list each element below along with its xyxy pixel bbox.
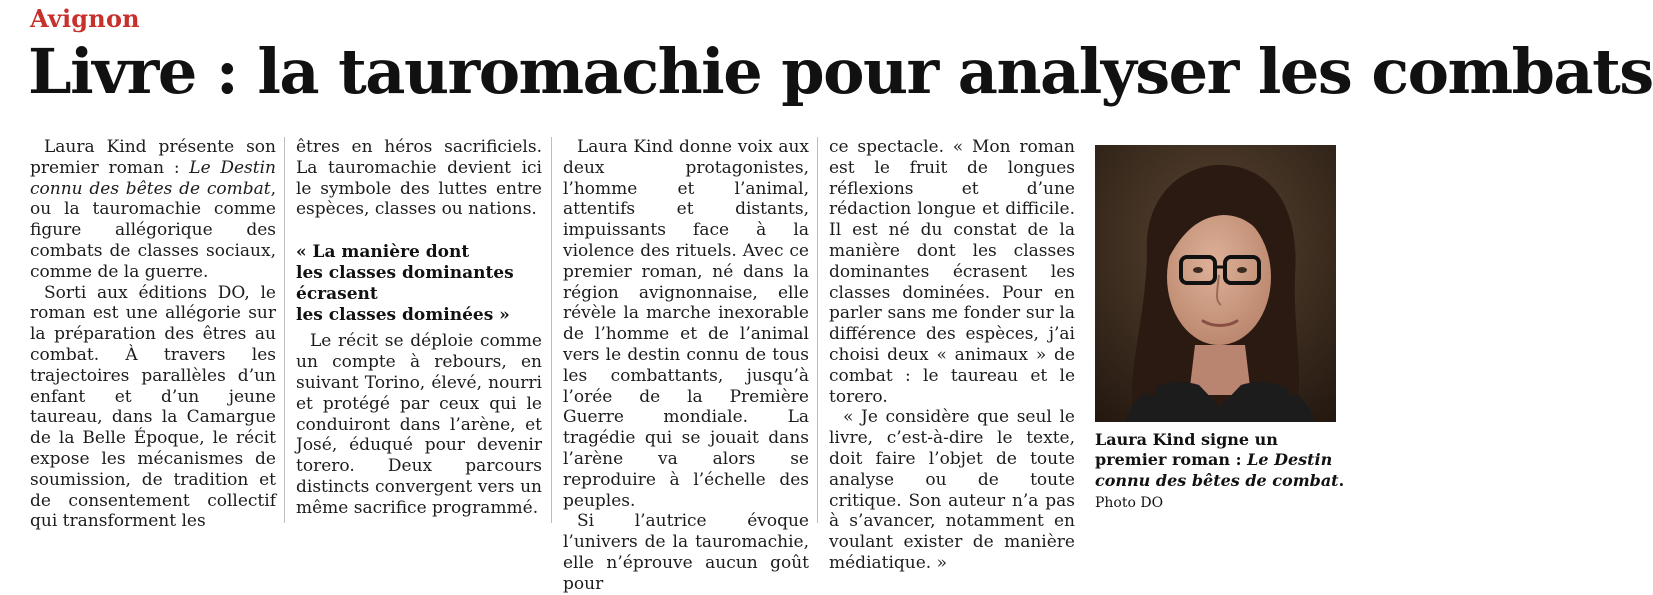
caption-book-title: Le Destin connu des bêtes de combat <box>1095 450 1339 490</box>
col4-paragraph-2: « Je considère que seul le livre, c’est-à-dire le texte, doit faire l’objet de toute analyse ou de toute critique. Son auteur n’a pas à s’avancer, notamment en voulant exister de manière médiatique. » <box>829 407 1075 573</box>
col1-paragraph-1 <box>30 137 276 283</box>
pull-quote-line: les classes dominantes <box>296 262 514 283</box>
caption-lead: Laura Kind signe un premier roman : <box>1095 430 1278 470</box>
col2-paragraph-2: Le récit se déploie comme un compte à rebours, en suivant Torino, élevé, nourri et protégé par ceux qui le conduiront dans l’arène, et José, éduqué pour devenir torero. Deux parcours distincts convergent vers un même sacrifice programmé. <box>296 331 542 518</box>
column-divider <box>284 137 285 523</box>
book-title-inline: Le Destin connu des bêtes de combat <box>30 157 276 199</box>
section-kicker: Avignon <box>30 4 140 33</box>
author-portrait-icon <box>1095 145 1336 422</box>
col3-paragraph-1: Laura Kind donne voix aux deux protagonistes, l’homme et l’animal, attentifs et distants, impuissants face à la violence des rituels. Avec ce premier roman, né dans la région avignonnaise, elle révèle la marche inexorable de l’homme et de l’animal vers le destin connu de tous les combattants, jusqu’à l’orée de la Première Guerre mondiale. La tragédie qui se jouait dans l’arène va alors se reproduire à l’échelle des peuples. <box>563 137 809 511</box>
article-column-2 <box>296 137 542 519</box>
caption-period: . <box>1338 470 1345 490</box>
photo-credit: Photo DO <box>1095 495 1164 512</box>
col3-paragraph-2: Si l’autrice évoque l’univers de la tauromachie, elle n’éprouve aucun goût pour <box>563 511 809 594</box>
column-divider <box>551 137 552 523</box>
pull-quote-line: « La manière dont <box>296 242 470 263</box>
col2-paragraph-1: êtres en héros sacrificiels. La tauromachie devient ici le symbole des luttes entre espèces, classes ou nations. <box>296 137 542 220</box>
col1-p1-text-a: Laura Kind présente son premier roman : <box>30 137 276 178</box>
column-divider <box>817 137 818 523</box>
article-headline: Livre : la tauromachie pour analyser les combats <box>28 35 1653 108</box>
col1-p1-text-b: , ou la tauromachie comme figure allégorique des combats de classes sociaux, comme de la guerre. <box>30 178 276 282</box>
pull-quote <box>296 242 542 325</box>
article-column-4 <box>829 137 1075 574</box>
col4-paragraph-1: ce spectacle. « Mon roman est le fruit de longues réflexions et d’une rédaction longue et difficile. Il est né du constat de la manière dont les classes dominantes écrasent les classes dominées. Pour en parler sans me fonder sur la différence des espèces, j’ai choisi deux « animaux » de combat : le taureau et le torero. <box>829 137 1075 407</box>
article-column-3 <box>563 137 809 595</box>
col1-paragraph-2: Sorti aux éditions DO, le roman est une allégorie sur la préparation des êtres au combat. À travers les trajectoires parallèles d’un enfant et d’un jeune taureau, dans la Camargue de la Belle Époque, le récit expose les mécanismes de soumission, de tradition et de consentement collectif qui transforment les <box>30 282 276 532</box>
pull-quote-line: écrasent <box>296 283 378 304</box>
article-column-1 <box>30 137 276 532</box>
author-photo <box>1095 145 1336 422</box>
pull-quote-line: les classes dominées » <box>296 304 510 325</box>
photo-caption <box>1095 430 1345 514</box>
